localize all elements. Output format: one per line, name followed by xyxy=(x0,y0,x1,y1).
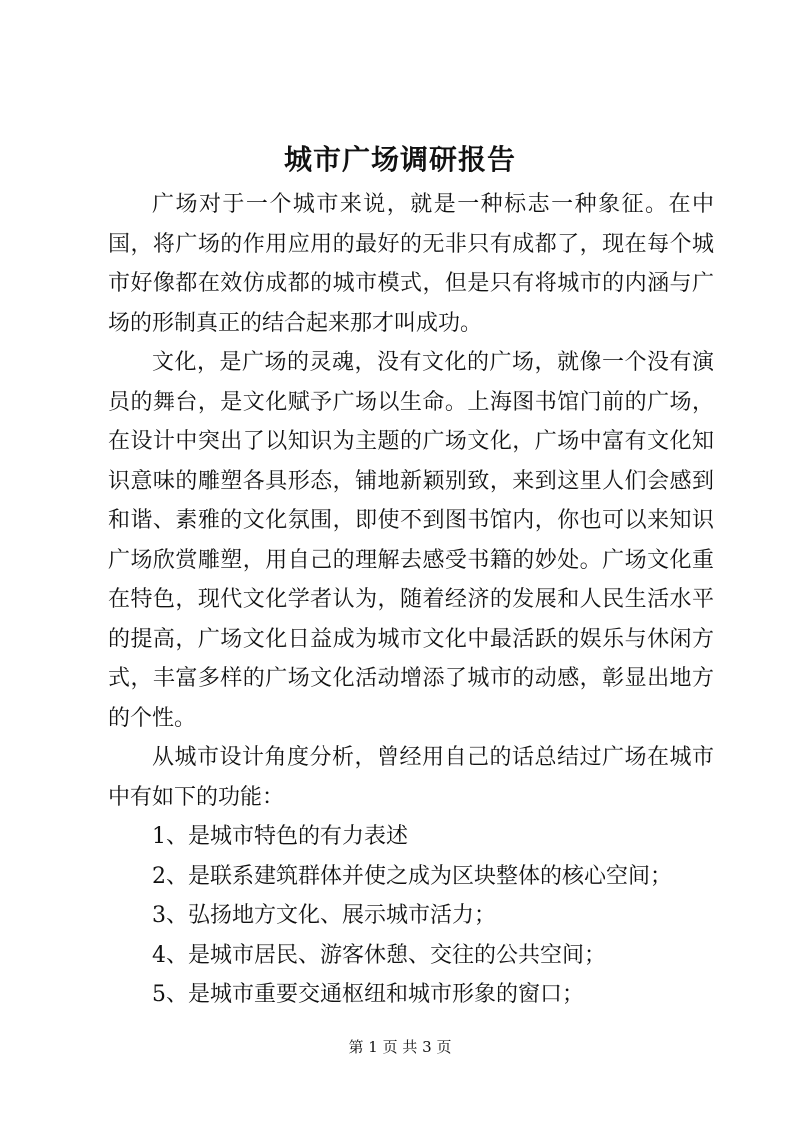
list-item: 1、是城市特色的有力表述 xyxy=(152,824,408,849)
list-item: 3、弘扬地方文化、展示城市活力； xyxy=(152,903,496,928)
list-item: 5、是城市重要交通枢纽和城市形象的窗口； xyxy=(152,982,584,1007)
page-footer: 第 1 页 共 3 页 xyxy=(348,1038,452,1056)
paragraph-culture: 文化，是广场的灵魂，没有文化的广场，就像一个没有演员的舞台，是文化赋予广场以生命。上海图书馆门前的广场，在设计中突出了以知识为主题的广场文化，广场中富有文化知识意味的雕塑各具形态，铺地新颖别致，来到这里人们会感到和谐、素雅的文化氛围，即使不到图书馆内，你也可以来知识广场欣赏雕塑，用自己的理解去感受书籍的妙处。广场文化重在特色，现代文化学者认为，随着经济的发展和人民生活水平的提高，广场文化日益成为城市文化中最活跃的娱乐与休闲方式，丰富多样的广场文化活动增添了城市的动感，彰显出地方的个性。 xyxy=(108,350,714,731)
list-item: 4、是城市居民、游客休憩、交往的公共空间； xyxy=(152,942,606,968)
document-title: 城市广场调研报告 xyxy=(283,143,516,176)
paragraph-intro: 广场对于一个城市来说，就是一种标志一种象征。在中国，将广场的作用应用的最好的无非只有成都了，现在每个城市好像都在效仿成都的城市模式，但是只有将城市的内涵与广场的形制真正的结合起来那才叫成功。 xyxy=(108,192,714,336)
paragraph-functions-intro: 从城市设计角度分析，曾经用自己的话总结过广场在城市中有如下的功能： xyxy=(108,745,714,810)
document-body xyxy=(108,185,714,1015)
list-item: 2、是联系建筑群体并使之成为区块整体的核心空间； xyxy=(152,863,672,889)
